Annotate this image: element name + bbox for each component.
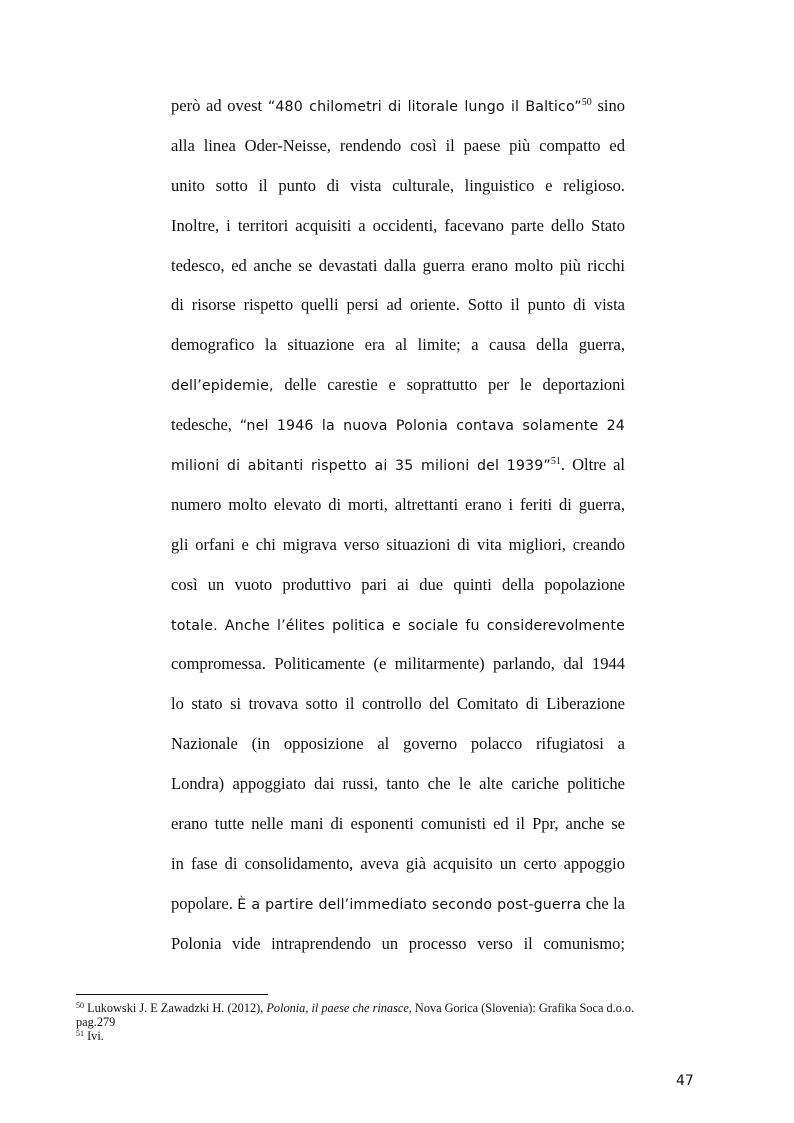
body-line: in fase di consolidamento, aveva già acquisito un certo appoggio xyxy=(171,853,625,873)
body-line: però ad ovest “480 chilometri di litorale lungo il Baltico”$^{50}$ sino xyxy=(171,96,625,115)
footnote-ref: 50 xyxy=(581,97,592,108)
footnote-ref: 51 xyxy=(550,456,561,468)
footnotes xyxy=(76,1001,716,1043)
body-line: tedesche, “nel 1946 la nuova Polonia contava solamente 24 xyxy=(171,415,625,435)
body-line: compromessa. Politicamente (e militarmente) parlando, dal 1944 xyxy=(171,654,625,674)
body-line: demografico la situazione era al limite; a causa della guerra, xyxy=(171,335,625,355)
body-line: lo stato si trovava sotto il controllo del Comitato di Liberazione xyxy=(171,694,625,714)
body-line: Londra) appoggiato dai russi, tanto che le alte cariche politiche xyxy=(171,774,625,794)
footnote-book-title: Polonia, il paese che rinasce, xyxy=(266,1001,412,1015)
body-line: milioni di abitanti rispetto ai 35 milioni del 1939”$^{51}$. Oltre al xyxy=(171,455,625,475)
body-line: di risorse rispetto quelli persi ad oriente. Sotto il punto di vista xyxy=(171,295,625,315)
body-line: erano tutte nelle mani di esponenti comunisti ed il Ppr, anche se xyxy=(171,814,625,834)
body-line: dell’epidemie, delle carestie e soprattutto per le deportazioni xyxy=(171,375,625,395)
body-line: Nazionale (in opposizione al governo polacco rifugiatosi a xyxy=(171,734,625,754)
footnote-51: $^{51}$ Ivi. xyxy=(76,1029,104,1043)
footnote-separator xyxy=(76,994,268,995)
footnote-50: $^{50}$ Lukowski J. E Zawadzki H. (2012), Polonia, il paese che rinasce, Nova Gorica (Slovenia): Grafika Soca d.o.o. xyxy=(76,1001,635,1015)
body-text xyxy=(171,86,625,964)
body-line: così un vuoto produttivo pari ai due quinti della popolazione xyxy=(171,574,625,594)
body-line: unito sotto il punto di vista culturale, linguistico e religioso. xyxy=(171,175,625,195)
page-number: 47 xyxy=(676,1073,694,1089)
body-line: gli orfani e chi migrava verso situazioni di vita migliori, creando xyxy=(171,534,625,554)
body-line: Inoltre, i territori acquisiti a occidenti, facevano parte dello Stato xyxy=(171,215,625,235)
body-line: Polonia vide intraprendendo un processo verso il comunismo; xyxy=(171,933,625,953)
body-line: alla linea Oder-Neisse, rendendo così il paese più compatto ed xyxy=(171,135,625,155)
footnote-50-continuation: pag.279 xyxy=(76,1015,116,1029)
body-line: totale. Anche l’élites politica e sociale fu considerevolmente xyxy=(171,617,625,634)
body-line: numero molto elevato di morti, altrettanti erano i feriti di guerra, xyxy=(171,494,625,514)
body-line: tedesco, ed anche se devastati dalla guerra erano molto più ricchi xyxy=(171,255,625,275)
body-line: popolare. È a partire dell’immediato secondo post-guerra che la xyxy=(171,893,625,913)
